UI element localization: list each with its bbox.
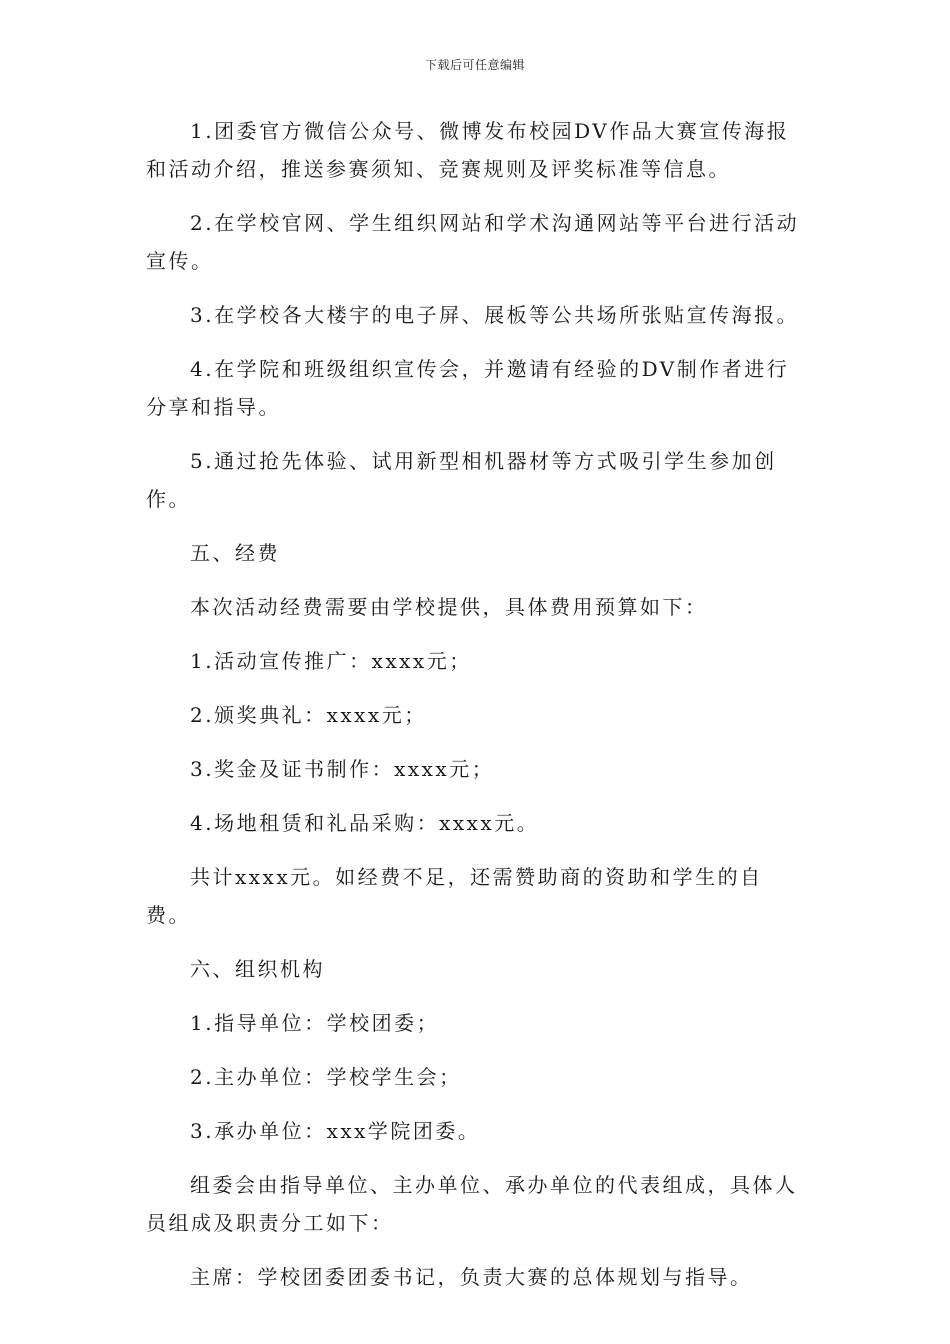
document-body bbox=[146, 112, 806, 1296]
paragraph: 2.在学校官网、学生组织网站和学术沟通网站等平台进行活动宣传。 bbox=[146, 211, 800, 273]
organization-item: 2.主办单位：学校学生会； bbox=[190, 1065, 462, 1089]
budget-item: 4.场地租赁和礼品采购：xxxx元。 bbox=[190, 811, 540, 835]
paragraph: 组委会由指导单位、主办单位、承办单位的代表组成，具体人员组成及职责分工如下： bbox=[146, 1173, 798, 1235]
paragraph: 4.在学院和班级组织宣传会，并邀请有经验的DV制作者进行分享和指导。 bbox=[146, 357, 790, 419]
budget-item: 2.颁奖典礼：xxxx元； bbox=[190, 703, 427, 727]
section-heading-organization: 六、组织机构 bbox=[190, 957, 325, 981]
paragraph: 3.在学校各大楼宇的电子屏、展板等公共场所张贴宣传海报。 bbox=[190, 303, 800, 327]
paragraph: 本次活动经费需要由学校提供，具体费用预算如下： bbox=[190, 595, 708, 619]
paragraph: 1.团委官方微信公众号、微博发布校园DV作品大赛宣传海报和活动介绍，推送参赛须知、竞赛规则及评奖标准等信息。 bbox=[146, 119, 790, 181]
organization-item: 3.承办单位：xxx学院团委。 bbox=[190, 1119, 481, 1143]
budget-item: 3.奖金及证书制作：xxxx元； bbox=[190, 757, 495, 781]
organization-item: 1.指导单位：学校团委； bbox=[190, 1011, 440, 1035]
paragraph: 主席：学校团委团委书记，负责大赛的总体规划与指导。 bbox=[190, 1265, 753, 1289]
paragraph: 共计xxxx元。如经费不足，还需赞助商的资助和学生的自费。 bbox=[146, 865, 763, 927]
page-header-note: 下载后可任意编辑 bbox=[424, 58, 525, 72]
budget-item: 1.活动宣传推广：xxxx元； bbox=[190, 649, 472, 673]
paragraph: 5.通过抢先体验、试用新型相机器材等方式吸引学生参加创作。 bbox=[146, 449, 777, 511]
section-heading-funding: 五、经费 bbox=[190, 541, 280, 565]
